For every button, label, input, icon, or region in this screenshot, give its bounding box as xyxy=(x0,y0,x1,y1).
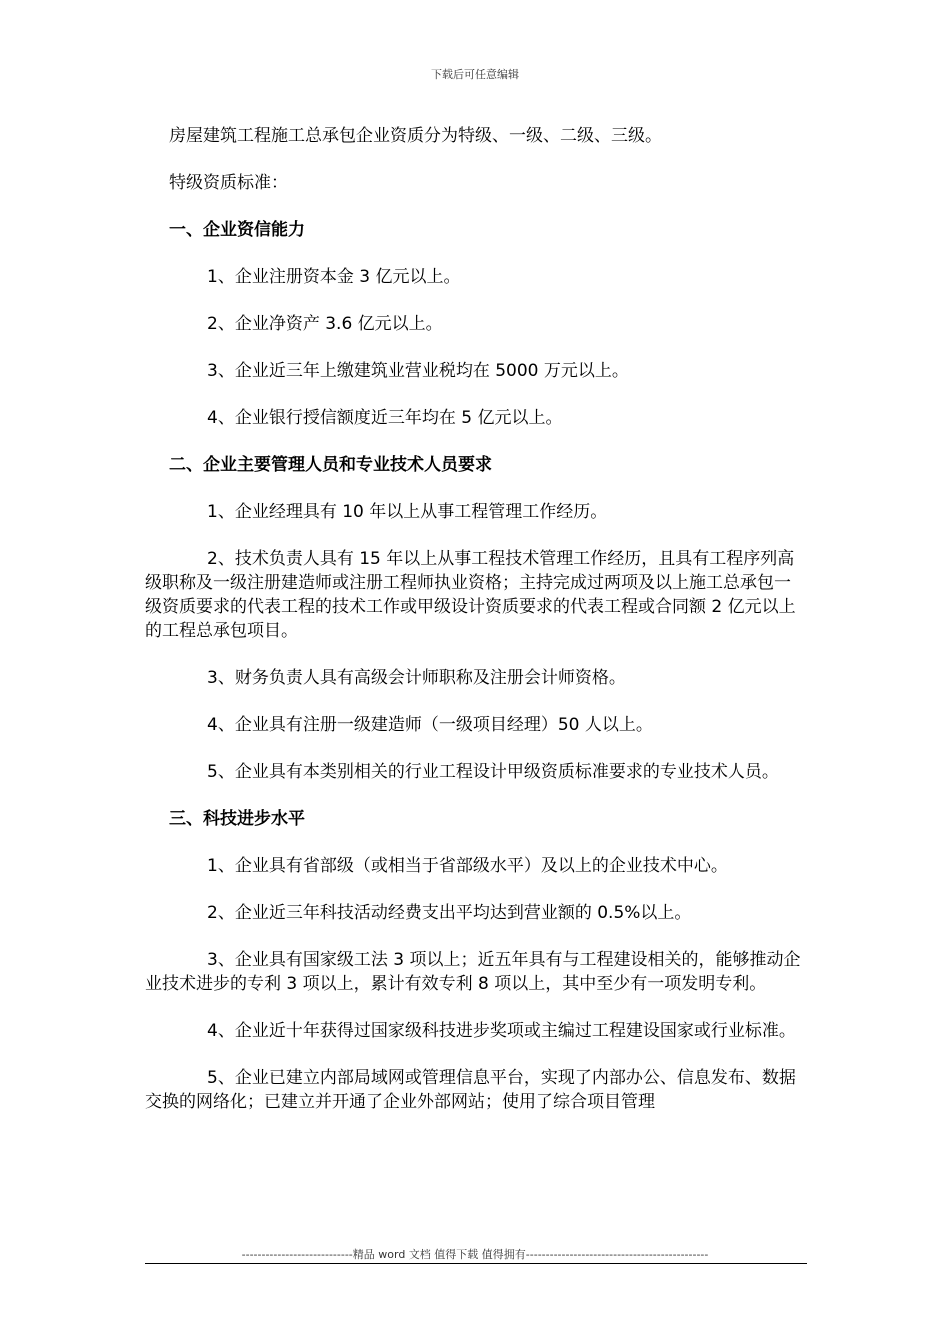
list-item: 3、企业近三年上缴建筑业营业税均在 5000 万元以上。 xyxy=(207,361,629,381)
standard-title: 特级资质标准： xyxy=(169,173,288,193)
section-heading-personnel: 二、企业主要管理人员和专业技术人员要求 xyxy=(169,455,492,475)
list-item: 2、企业净资产 3.6 亿元以上。 xyxy=(207,314,443,334)
list-item: 4、企业银行授信额度近三年均在 5 亿元以上。 xyxy=(207,408,563,428)
page-header: 下载后可任意编辑 xyxy=(431,68,519,81)
list-item: 5、企业具有本类别相关的行业工程设计甲级资质标准要求的专业技术人员。 xyxy=(207,762,779,782)
list-item: 1、企业具有省部级（或相当于省部级水平）及以上的企业技术中心。 xyxy=(207,856,728,876)
list-item: 4、企业近十年获得过国家级科技进步奖项或主编过工程建设国家或行业标准。 xyxy=(207,1021,796,1041)
list-item: 2、企业近三年科技活动经费支出平均达到营业额的 0.5%以上。 xyxy=(207,903,692,923)
section-heading-technology: 三、科技进步水平 xyxy=(169,809,305,829)
page-footer: ----------------------------精品 word 文档 值得下载 值得拥有---------------------------------------------- xyxy=(241,1248,709,1261)
list-item: 3、财务负责人具有高级会计师职称及注册会计师资格。 xyxy=(207,668,626,688)
intro-paragraph: 房屋建筑工程施工总承包企业资质分为特级、一级、二级、三级。 xyxy=(169,126,662,146)
list-item: 2、技术负责人具有 15 年以上从事工程技术管理工作经历，且具有工程序列高级职称及一级注册建造师或注册工程师执业资格；主持完成过两项及以上施工总承包一级资质要求的代表工程的技术工作或甲级设计资质要求的代表工程或合同额 2 亿元以上的工程总承包项目。 xyxy=(145,549,796,641)
list-item: 5、企业已建立内部局域网或管理信息平台，实现了内部办公、信息发布、数据交换的网络化；已建立并开通了企业外部网站；使用了综合项目管理 xyxy=(145,1068,796,1112)
document-body xyxy=(145,124,807,1137)
footer-divider xyxy=(145,1263,807,1264)
list-item: 1、企业经理具有 10 年以上从事工程管理工作经历。 xyxy=(207,502,608,522)
list-item: 3、企业具有国家级工法 3 项以上；近五年具有与工程建设相关的，能够推动企业技术进步的专利 3 项以上，累计有效专利 8 项以上，其中至少有一项发明专利。 xyxy=(145,950,801,994)
list-item: 1、企业注册资本金 3 亿元以上。 xyxy=(207,267,461,287)
section-heading-credit: 一、企业资信能力 xyxy=(169,220,305,240)
list-item: 4、企业具有注册一级建造师（一级项目经理）50 人以上。 xyxy=(207,715,653,735)
